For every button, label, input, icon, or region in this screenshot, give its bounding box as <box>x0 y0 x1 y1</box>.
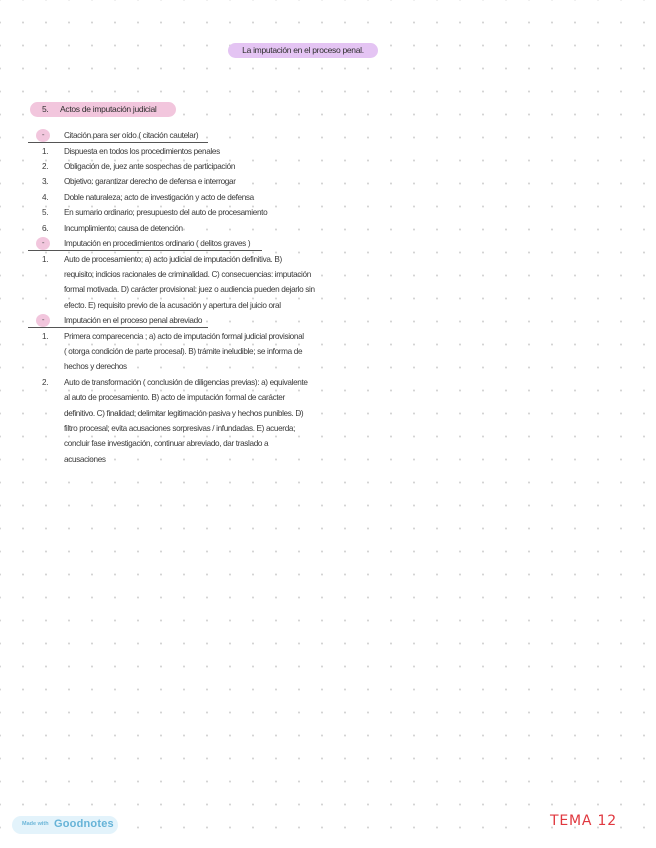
item-text: hechos y derechos <box>64 362 127 371</box>
section-number: 5. <box>42 104 49 114</box>
heading-underline <box>28 250 262 251</box>
item-number: 6. <box>42 224 49 233</box>
section-heading <box>30 102 176 117</box>
heading-text: Imputación en el proceso penal abreviado <box>64 316 203 325</box>
item-text: requisito; indicios racionales de criminalidad. C) consecuencias: imputación <box>64 270 311 279</box>
heading-text: Imputación en procedimientos ordinario ( delitos graves ) <box>64 239 251 248</box>
heading-text: Citación para ser oído ( citación cautelar) <box>64 131 199 140</box>
topic-tag: TEMA 12 <box>550 813 617 829</box>
made-with-goodnotes-badge[interactable] <box>12 816 118 834</box>
item-number: 2. <box>42 378 49 387</box>
made-with-label: Made with <box>22 821 49 827</box>
item-text: efecto. E) requisito previo de la acusación y apertura del juicio oral <box>64 301 281 310</box>
item-number: 1. <box>42 255 49 264</box>
item-number: 5. <box>42 208 49 217</box>
item-number: 1. <box>42 147 49 156</box>
heading-underline <box>28 327 208 328</box>
item-text: concluir fase investigación, continuar abreviado, dar traslado a <box>64 439 269 448</box>
item-text: Obligación de, juez ante sospechas de participación <box>64 162 236 171</box>
bullet-icon: - <box>36 129 50 142</box>
goodnotes-logo: Goodnotes <box>54 818 114 830</box>
item-text: Incumplimiento; causa de detención <box>64 224 183 233</box>
bullet-icon: - <box>36 314 50 327</box>
item-text: Objetivo: garantizar derecho de defensa e interrogar <box>64 177 236 186</box>
section-label: Actos de imputación judicial <box>60 104 157 114</box>
item-text: Dispuesta en todos los procedimientos penales <box>64 147 220 156</box>
item-text: formal motivada. D) carácter provisional: juez o audiencia pueden dejarlo sin <box>64 285 315 294</box>
item-text: ( otorga condición de parte procesal). B) trámite ineludible; se informa de <box>64 347 303 356</box>
bullet-icon: - <box>36 237 50 250</box>
item-text: al auto de procesamiento. B) acto de imputación formal de carácter <box>64 393 285 402</box>
item-text: definitivo. C) finalidad; delimitar legitimación pasiva y hechos punibles. D) <box>64 409 304 418</box>
heading-underline <box>28 142 208 143</box>
item-text: Auto de procesamiento; a) acto judicial de imputación definitiva. B) <box>64 255 282 264</box>
item-number: 2. <box>42 162 49 171</box>
item-number: 3. <box>42 177 49 186</box>
item-text: Doble naturaleza; acto de investigación y acto de defensa <box>64 193 254 202</box>
item-text: filtro procesal; evita acusaciones sorpresivas / infundadas. E) acuerda; <box>64 424 296 433</box>
item-text: En sumario ordinario; presupuesto del auto de procesamiento <box>64 208 268 217</box>
item-text: acusaciones <box>64 455 106 464</box>
item-text: Primera comparecencia ; a) acto de imputación formal judicial provisional <box>64 332 304 341</box>
item-number: 4. <box>42 193 49 202</box>
page-title: La imputación en el proceso penal. <box>228 43 378 58</box>
item-text: Auto de transformación ( conclusión de diligencias previas): a) equivalente <box>64 378 308 387</box>
item-number: 1. <box>42 332 49 341</box>
